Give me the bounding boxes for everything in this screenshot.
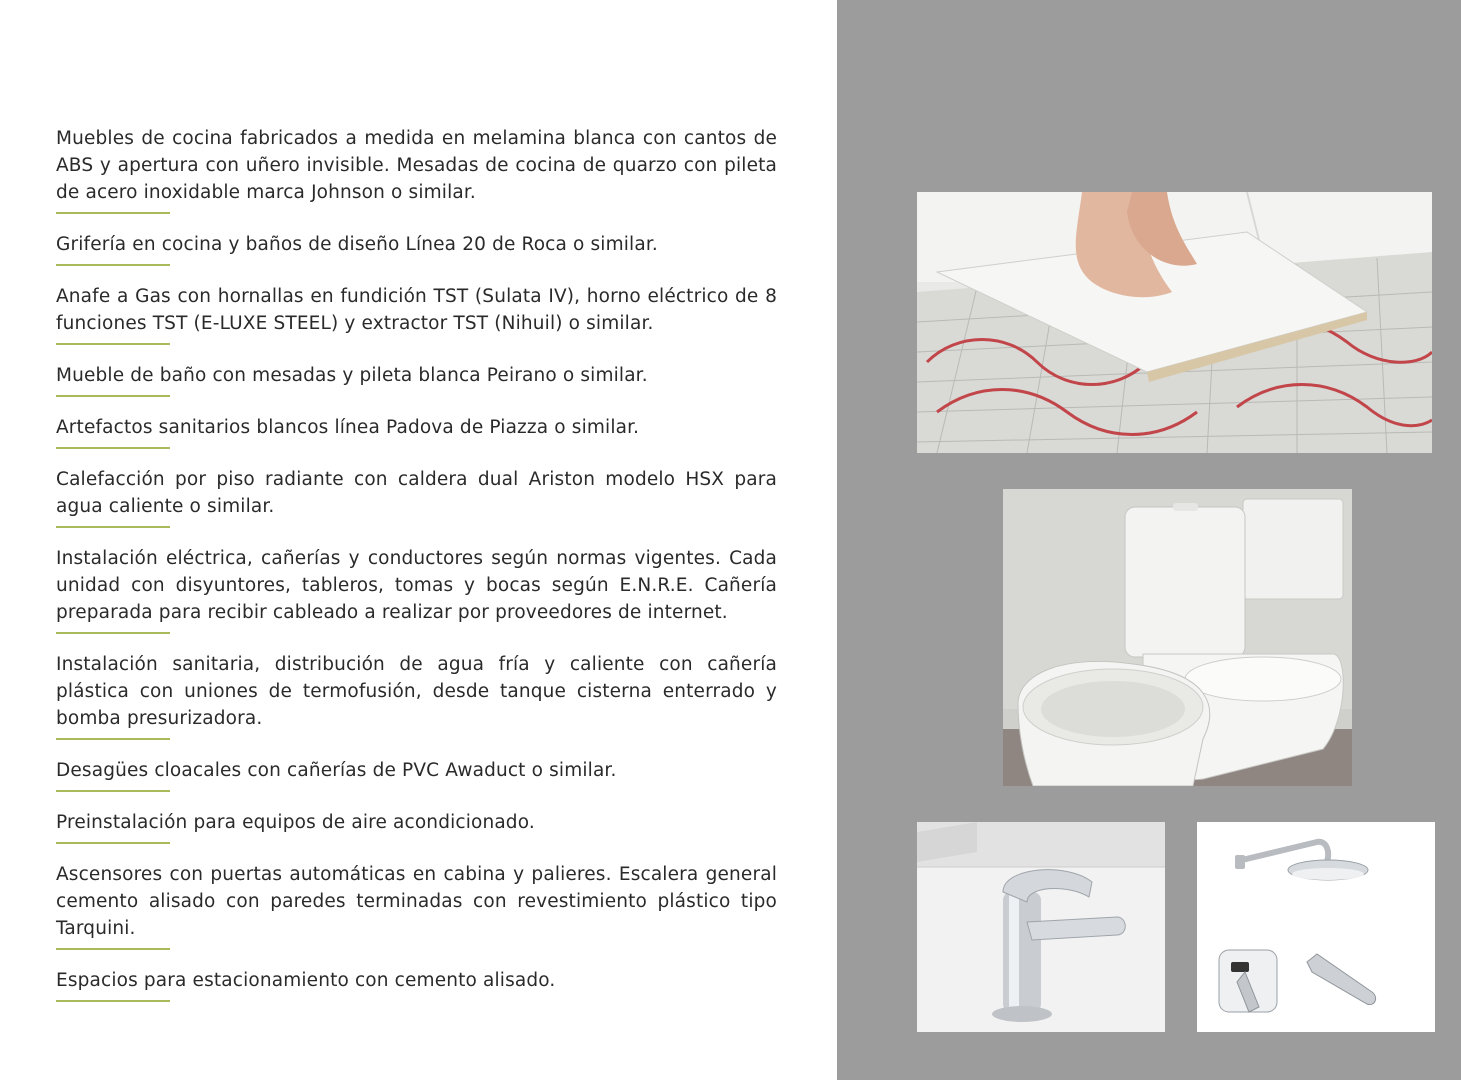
spec-item — [56, 809, 777, 844]
spec-item — [56, 125, 777, 214]
spec-item — [56, 651, 777, 740]
spec-text: Artefactos sanitarios blancos línea Padova de Piazza o similar. — [56, 417, 640, 438]
accent-rule — [56, 948, 170, 950]
spec-item — [56, 362, 777, 397]
spec-list — [56, 125, 777, 1019]
accent-rule — [56, 842, 170, 844]
spec-text: Desagües cloacales con cañerías de PVC Awaduct o similar. — [56, 760, 617, 781]
spec-text: Mueble de baño con mesadas y pileta blanca Peirano o similar. — [56, 365, 648, 386]
spec-text: Calefacción por piso radiante con caldera dual Ariston modelo HSX para agua caliente o similar. — [56, 469, 777, 517]
spec-item — [56, 861, 777, 950]
spec-text: Espacios para estacionamiento con cemento alisado. — [56, 970, 556, 991]
underfloor-heating-photo — [917, 192, 1432, 453]
spec-item — [56, 231, 777, 266]
spec-text: Instalación eléctrica, cañerías y conductores según normas vigentes. Cada unidad con disyuntores, tableros, tomas y bocas según E.N.R.E. Cañería preparada para recibir cableado a realizar por proveedores de internet. — [56, 548, 777, 623]
spec-item — [56, 414, 777, 449]
accent-rule — [56, 395, 170, 397]
shower-set-photo — [1197, 822, 1435, 1032]
accent-rule — [56, 1000, 170, 1002]
accent-rule — [56, 343, 170, 345]
basin-faucet-photo — [917, 822, 1165, 1032]
spec-item — [56, 283, 777, 345]
spec-text: Anafe a Gas con hornallas en fundición TST (Sulata IV), horno eléctrico de 8 funciones TST (E-LUXE STEEL) y extractor TST (Nihuil) o similar. — [56, 286, 777, 334]
spec-text: Grifería en cocina y baños de diseño Línea 20 de Roca o similar. — [56, 234, 658, 255]
spec-text: Ascensores con puertas automáticas en cabina y palieres. Escalera general cemento alisado con paredes terminadas con revestimiento plástico tipo Tarquini. — [56, 864, 777, 939]
accent-rule — [56, 264, 170, 266]
spec-item — [56, 757, 777, 792]
spec-text: Muebles de cocina fabricados a medida en melamina blanca con cantos de ABS y apertura con uñero invisible. Mesadas de cocina de quarzo con pileta de acero inoxidable marca Johnson o similar. — [56, 128, 777, 203]
spec-item — [56, 545, 777, 634]
accent-rule — [56, 790, 170, 792]
accent-rule — [56, 447, 170, 449]
spec-item — [56, 967, 777, 1002]
spec-item — [56, 466, 777, 528]
spec-text: Preinstalación para equipos de aire acondicionado. — [56, 812, 535, 833]
accent-rule — [56, 632, 170, 634]
toilet-bidet-photo — [1003, 489, 1352, 786]
spec-text: Instalación sanitaria, distribución de agua fría y caliente con cañería plástica con uniones de termofusión, desde tanque cisterna enterrado y bomba presurizadora. — [56, 654, 777, 729]
accent-rule — [56, 212, 170, 214]
accent-rule — [56, 738, 170, 740]
accent-rule — [56, 526, 170, 528]
